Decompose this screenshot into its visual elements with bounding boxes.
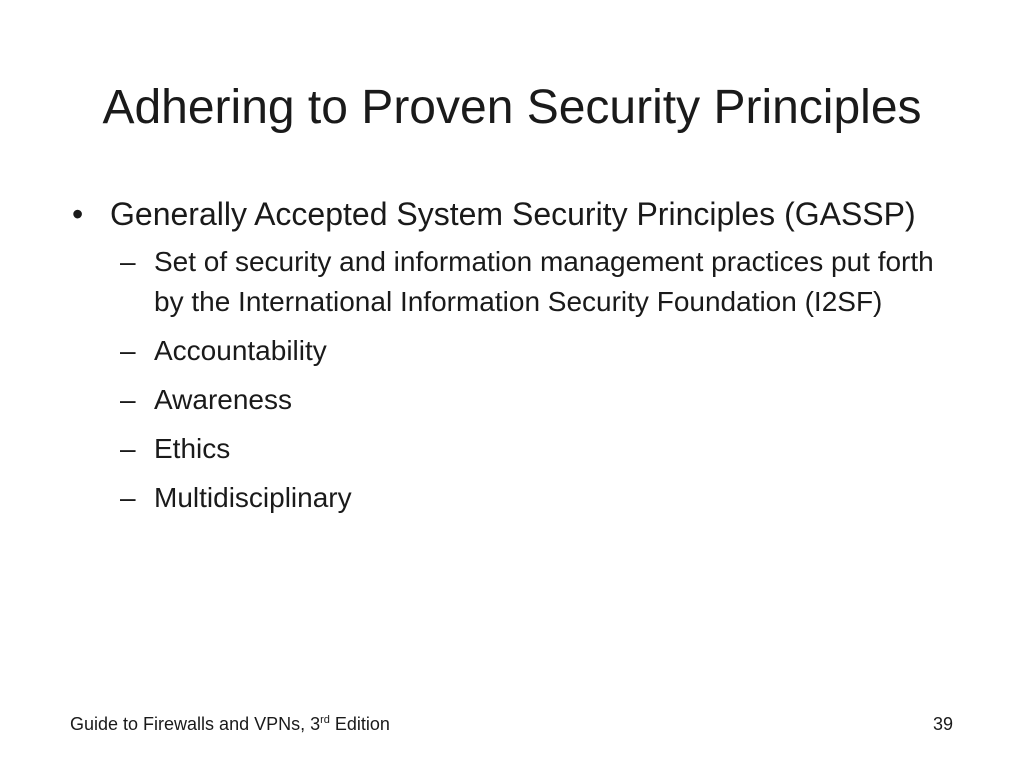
bullet-item [72,192,952,236]
sub-bullet-marker: – [120,246,136,277]
sub-bullet-item [120,478,952,518]
sub-bullet-list [120,242,952,518]
sub-bullet-marker: – [120,482,136,513]
footer-book-title-text: Guide to Firewalls and VPNs, 3 [70,714,321,734]
footer-book-title [70,714,390,735]
sub-bullet-item [120,429,952,469]
sub-bullet-text: Accountability [154,335,327,366]
sub-bullet-marker: – [120,384,136,415]
sub-bullet-marker: – [120,335,136,366]
sub-bullet-text: Multidisciplinary [154,482,352,513]
footer-edition-word: Edition [329,714,390,734]
page-number: 39 [932,714,953,734]
slide-content [72,192,952,527]
sub-bullet-item [120,331,952,371]
sub-bullet-marker: – [120,433,136,464]
sub-bullet-item [120,242,952,322]
sub-bullet-text: Set of security and information management practices put forth by the International Information Security Foundation (I2SF) [154,246,934,317]
footer-edition-suffix: rd [320,714,330,726]
bullet-text: Generally Accepted System Security Principles (GASSP) [110,196,916,232]
sub-bullet-text: Awareness [154,384,293,415]
slide-title: Adhering to Proven Security Principles [102,81,922,134]
bullet-marker: • [72,196,84,232]
sub-bullet-text: Ethics [154,433,231,464]
sub-bullet-item [120,380,952,420]
